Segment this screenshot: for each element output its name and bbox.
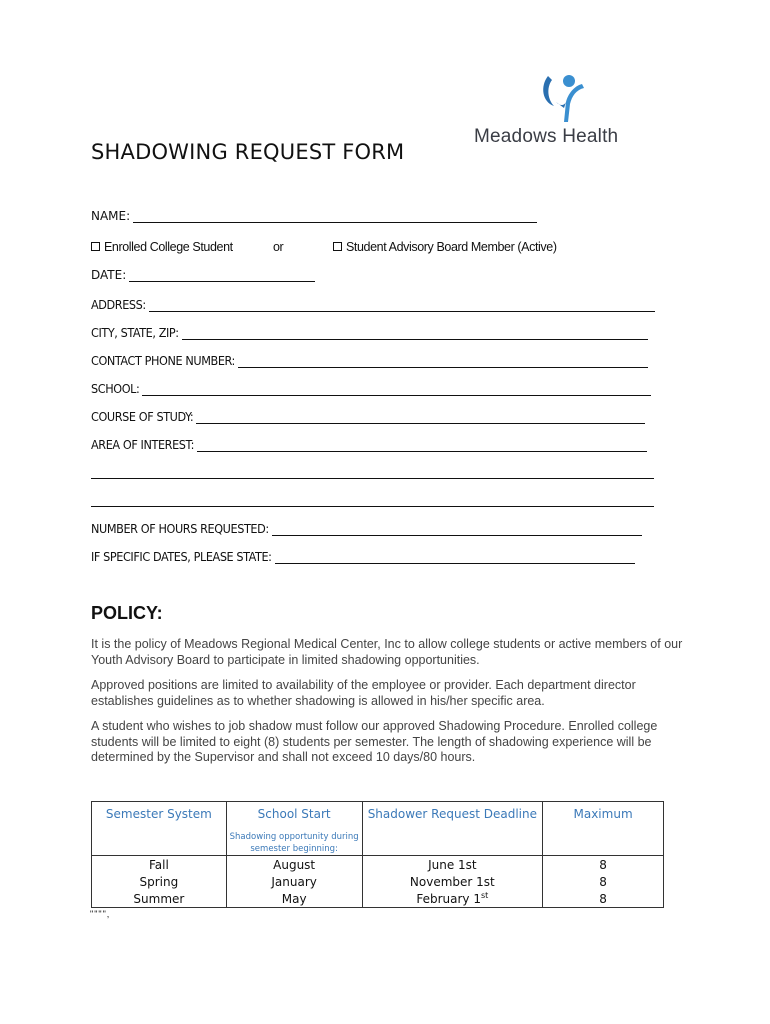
phone-field[interactable] [91,353,648,368]
cell-start: August [226,856,362,874]
advisory-board-checkbox[interactable] [333,242,342,251]
table-row [92,856,664,874]
interest-label: AREA OF INTEREST: [91,437,194,452]
footer-mark: """", [90,909,111,919]
school-start-subtext: Shadowing opportunity during semester beginning: [229,832,359,854]
policy-heading: POLICY: [91,603,163,623]
cell-max: 8 [543,873,664,890]
school-line[interactable] [142,383,651,396]
address-label: ADDRESS: [91,297,146,312]
header-semester-system: Semester System [92,802,227,856]
hours-label: NUMBER OF HOURS REQUESTED: [91,521,269,536]
name-label: NAME: [91,209,131,223]
table-row [92,873,664,890]
city-state-zip-field[interactable] [91,325,648,340]
hours-field[interactable] [91,521,642,536]
policy-paragraph-2: Approved positions are limited to availability of the employee or provider. Each department director establishes guidelines as to whether shadowing is allowed in his/her specific area. [91,678,636,708]
phone-line[interactable] [238,355,648,368]
cell-deadline: November 1st [362,873,543,890]
policy-paragraph-1: It is the policy of Meadows Regional Medical Center, Inc to allow college students or active members of our Youth Advisory Board to participate in limited shadowing opportunities. [91,637,683,667]
semester-schedule-table [91,801,664,908]
interest-extra-line-1[interactable] [91,478,654,479]
address-field[interactable] [91,297,655,312]
date-line[interactable] [129,269,315,282]
address-line[interactable] [149,299,655,312]
specific-dates-line[interactable] [275,551,635,564]
name-line[interactable] [133,210,537,223]
interest-extra-line-2[interactable] [91,506,654,507]
date-label: DATE: [91,268,127,282]
advisory-board-label: Student Advisory Board Member (Active) [346,240,557,254]
cell-max: 8 [543,890,664,908]
course-field[interactable] [91,409,645,424]
enrolled-student-option[interactable] [91,240,233,254]
enrolled-student-label: Enrolled College Student [104,240,233,254]
table-header-row [92,802,664,856]
form-title: SHADOWING REQUEST FORM [91,140,405,164]
specific-dates-label: IF SPECIFIC DATES, PLEASE STATE: [91,549,272,564]
cell-deadline: June 1st [362,856,543,874]
logo-wordmark: Meadows Health [474,126,619,147]
cell-semester: Summer [92,890,227,908]
date-field[interactable] [91,268,315,282]
header-request-deadline: Shadower Request Deadline [362,802,543,856]
table-row [92,890,664,908]
cell-semester: Spring [92,873,227,890]
school-label: SCHOOL: [91,381,140,396]
cell-deadline: February 1st [362,890,543,908]
city-state-zip-line[interactable] [182,327,648,340]
or-text: or [273,240,284,254]
enrolled-student-checkbox[interactable] [91,242,100,251]
policy-paragraph-3: A student who wishes to job shadow must follow our approved Shadowing Procedure. Enrolled college students will be limited to eight (8) students per semester. The length of shadowing experience will be determined by the Supervisor and shall not exceed 10 days/80 hours. [91,719,658,765]
name-field[interactable] [91,209,537,223]
course-line[interactable] [196,411,645,424]
specific-dates-field[interactable] [91,549,635,564]
phone-label: CONTACT PHONE NUMBER: [91,353,235,368]
cell-semester: Fall [92,856,227,874]
cell-max: 8 [543,856,664,874]
interest-line[interactable] [197,439,647,452]
header-school-start: School Start Shadowing opportunity during semester beginning: [226,802,362,856]
cell-start: January [226,873,362,890]
school-field[interactable] [91,381,651,396]
hours-line[interactable] [272,523,642,536]
course-label: COURSE OF STUDY: [91,409,194,424]
header-maximum: Maximum [543,802,664,856]
city-state-zip-label: CITY, STATE, ZIP: [91,325,179,340]
interest-field[interactable] [91,437,647,452]
meadows-person-icon [534,72,594,128]
cell-start: May [226,890,362,908]
meadows-health-logo [474,72,654,152]
advisory-board-option[interactable] [333,240,557,254]
